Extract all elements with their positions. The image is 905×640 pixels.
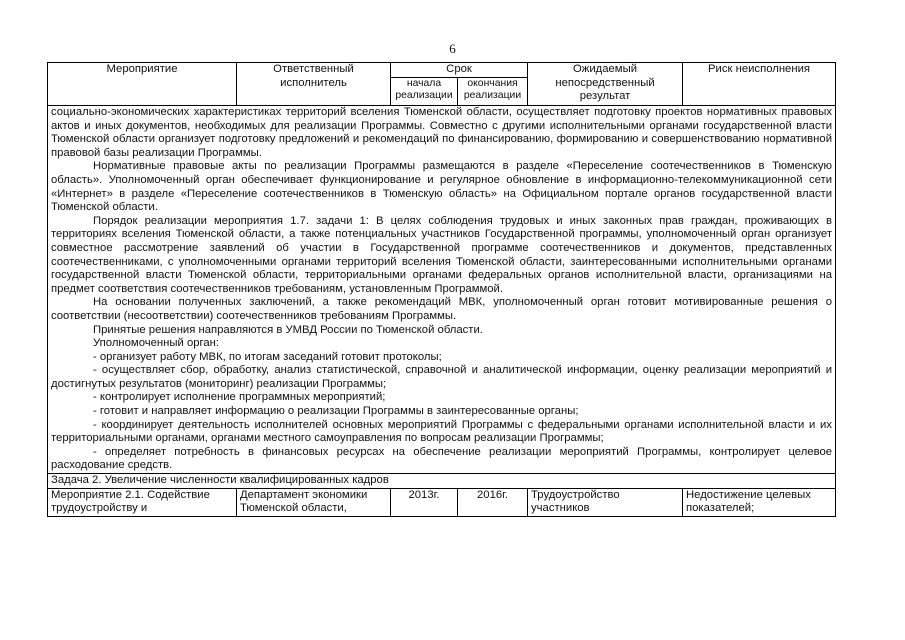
header-term: Срок [391, 63, 528, 78]
list-item-4: - готовит и направляет информацию о реализации Программы в заинтересованные органы; [93, 405, 579, 418]
body-text-cell [48, 106, 836, 474]
paragraph-4: На основании полученных заключений, а также рекомендаций МВК, уполномоченный орган готовит мотивированные решения о соответствии (несоответствии) соотечественников требованиям Программы. [51, 296, 833, 322]
row-risk: Недостижение целевых показателей; [683, 488, 836, 516]
list-item-2: - осуществляет сбор, обработку, анализ статистической, справочной и аналитической информации, оценку реализации мероприятий и достигнутых результатов (мониторинг) реализации Программы; [51, 364, 833, 390]
list-item-3: - контролирует исполнение программных мероприятий; [93, 391, 386, 404]
table-row [48, 488, 836, 516]
list-item-5: - координирует деятельность исполнителей основных мероприятий Программы с федеральными органами исполнительной власти и их территориальными органами, органами местного самоуправления по вопросам реализации Программы; [51, 418, 833, 445]
paragraph-5: Принятые решения направляются в УМВД России по Тюменской области. [93, 323, 483, 336]
paragraph-1: социально-экономических характеристиках территорий вселения Тюменской области, осуществляет подготовку проектов нормативных правовых актов и иных документов, необходимых для реализации Программы. Совместно с другими исполнительными органами государственной власти Тюменской области организует подготовку предложений и рекомендаций по финансированию, формированию и совершенствованию нормативной правовой базы реализации Программы. [51, 106, 833, 159]
header-result: Ожидаемый непосредственный результат [528, 63, 683, 106]
table-header-row [48, 63, 836, 78]
task-row [48, 474, 836, 489]
header-end: окончания реализации [458, 77, 528, 105]
page-number: 6 [449, 41, 456, 56]
header-risk: Риск неисполнения [683, 63, 836, 106]
list-item-6: - определяет потребность в финансовых ресурсах на обеспечение реализации мероприятий Программы, контролирует целевое расходование средств. [51, 445, 833, 472]
header-start: начала реализации [391, 77, 458, 105]
paragraph-6: Уполномоченный орган: [93, 337, 220, 350]
paragraph-2: Нормативные правовые акты по реализации Программы размещаются в разделе «Переселение соотечественников в Тюменскую область». Уполномоченный орган обеспечивает функционирование и регулярное обновление в информационно-телекоммуникационной сети «Интернет» в разделе «Переселение соотечественников в Тюменскую область» на Официальном портале органов государственной власти Тюменской области. [51, 160, 833, 214]
row-responsible: Департамент экономики Тюменской области, [237, 488, 391, 516]
task-2-heading: Задача 2. Увеличение численности квалифицированных кадров [48, 474, 836, 489]
body-text-row [48, 106, 836, 474]
row-result: Трудоустройство участников [528, 488, 683, 516]
row-end: 2016г. [458, 488, 528, 516]
paragraph-3: Порядок реализации мероприятия 1.7. задачи 1: В целях соблюдения трудовых и иных законных прав граждан, проживающих в территориях вселения Тюменской области, а также потенциальных участников Государственной программы, уполномоченный орган организует совместное рассмотрение заявлений об участии в Государственной программе соотечественников и документов, представленных соотечественниками, с уполномоченными органами территорий вселения Тюменской области, заинтересованными исполнительными органами государственной власти Тюменской области, территориальными органами федеральных органов исполнительной власти, организациями на предмет соответствия соотечественников требованиям, установленным Программой. [51, 214, 833, 295]
header-event: Мероприятие [48, 63, 237, 106]
list-item-1: - организует работу МВК, по итогам заседаний готовит протоколы; [93, 350, 442, 363]
row-start: 2013г. [391, 488, 458, 516]
program-table [47, 62, 836, 517]
header-responsible: Ответственный исполнитель [237, 63, 391, 106]
row-event: Мероприятие 2.1. Содействие трудоустройству и [48, 488, 237, 516]
